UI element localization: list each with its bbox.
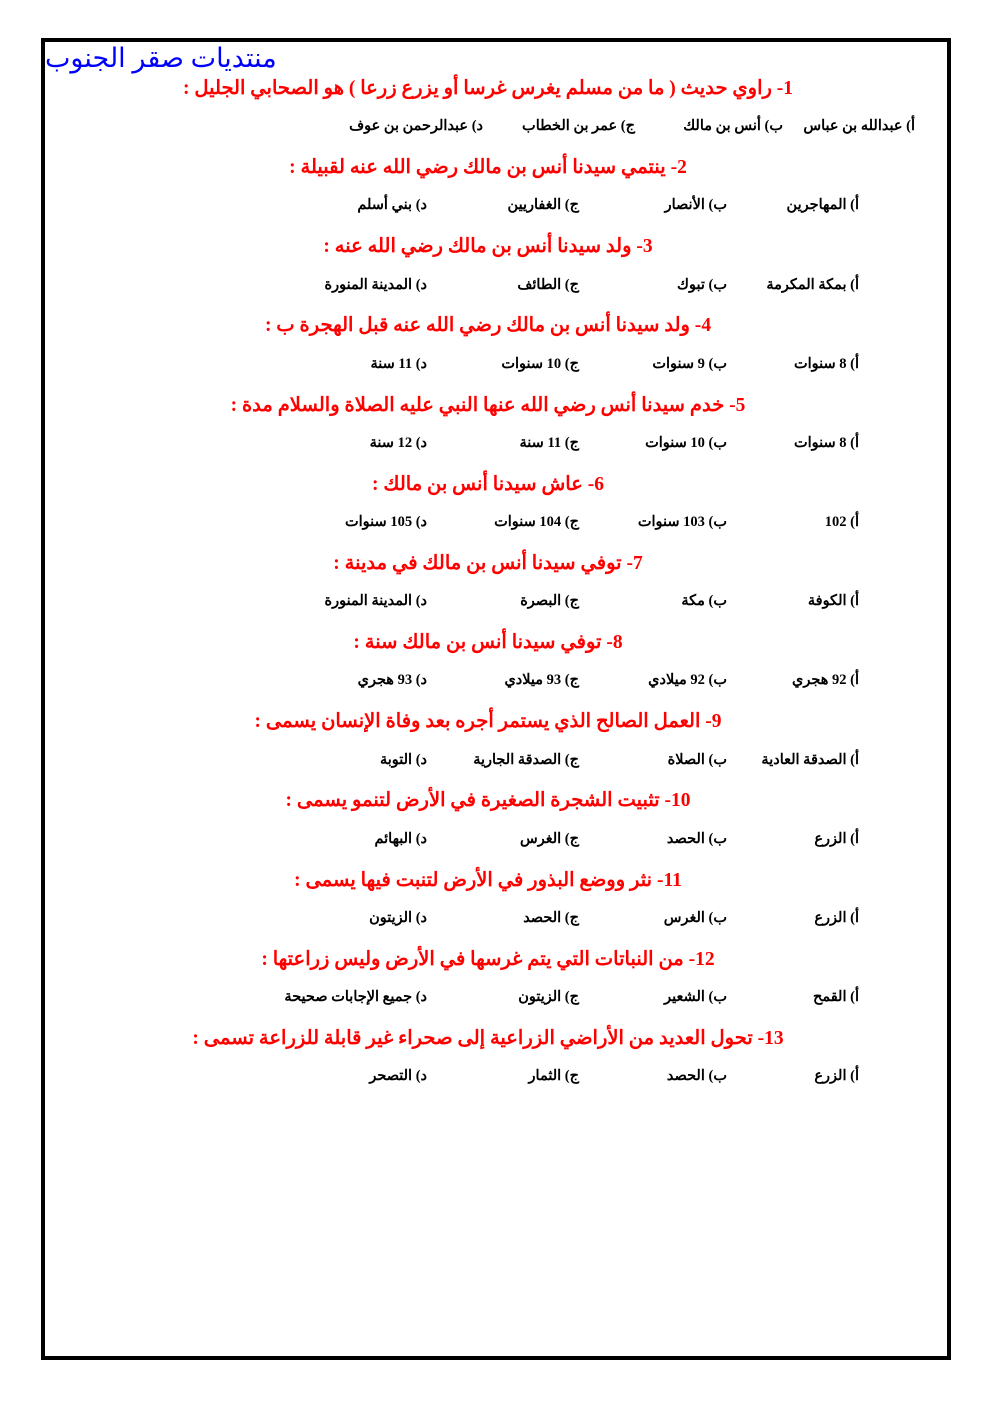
option-a[interactable]: أ) الزرع: [814, 830, 859, 847]
question-block: [59, 1020, 937, 1098]
question-block: [59, 624, 937, 702]
option-d[interactable]: د) عبدالرحمن بن عوف: [349, 118, 483, 135]
answer-row: [59, 504, 937, 544]
answer-row: [59, 1058, 937, 1098]
question-block: [59, 228, 937, 306]
question-text: 13- تحول العديد من الأراضي الزراعية إلى صحراء غير قابلة للزراعة تسمى :: [192, 1027, 784, 1049]
question-block: [59, 387, 937, 465]
answer-row: [59, 900, 937, 940]
question-block: [59, 862, 937, 940]
answer-row: [59, 583, 937, 623]
option-c[interactable]: ج) 93 ميلادي: [504, 672, 579, 689]
option-a[interactable]: أ) الزرع: [814, 909, 859, 926]
option-a[interactable]: أ) الكوفة: [807, 593, 859, 610]
option-d[interactable]: د) الزيتون: [369, 909, 427, 926]
question-text: 5- خدم سيدنا أنس رضي الله عنها النبي عليه الصلاة والسلام مدة :: [230, 394, 746, 416]
option-c[interactable]: ج) البصرة: [520, 593, 579, 610]
option-b[interactable]: ب) 10 سنوات: [645, 434, 727, 451]
option-c[interactable]: ج) الزيتون: [518, 989, 579, 1006]
answer-row: [59, 108, 937, 148]
answer-row: [59, 662, 937, 702]
option-c[interactable]: ج) عمر بن الخطاب: [522, 118, 635, 135]
question-block: [59, 782, 937, 860]
option-c[interactable]: ج) الحصد: [523, 909, 579, 926]
option-b[interactable]: ب) الأنصار: [664, 197, 727, 214]
question-text: 10- تثبيت الشجرة الصغيرة في الأرض لتنمو يسمى :: [285, 790, 691, 812]
option-c[interactable]: ج) 104 سنوات: [494, 514, 579, 531]
answer-row: [59, 425, 937, 465]
option-a[interactable]: أ) الزرع: [814, 1068, 859, 1085]
option-d[interactable]: د) البهائم: [374, 830, 427, 847]
question-block: [59, 70, 937, 148]
option-a[interactable]: أ) بمكة المكرمة: [766, 276, 859, 293]
option-a[interactable]: أ) عبدالله بن عباس: [803, 118, 915, 135]
option-c[interactable]: ج) 10 سنوات: [501, 355, 579, 372]
option-b[interactable]: ب) مكة: [681, 593, 727, 610]
option-c[interactable]: ج) الثمار: [528, 1068, 579, 1085]
option-a[interactable]: أ) الصدقة العادية: [761, 751, 859, 768]
option-d[interactable]: د) المدينة المنورة: [324, 593, 427, 610]
question-text: 9- العمل الصالح الذي يستمر أجره بعد وفاة الإنسان يسمى :: [254, 711, 722, 733]
question-text: 3- ولد سيدنا أنس بن مالك رضي الله عنه :: [323, 236, 653, 258]
option-b[interactable]: ب) الشعير: [664, 989, 727, 1006]
option-a[interactable]: أ) القمح: [812, 989, 859, 1006]
option-d[interactable]: د) 11 سنة: [370, 355, 427, 372]
option-b[interactable]: ب) الحصد: [666, 1068, 727, 1085]
option-a[interactable]: أ) 8 سنوات: [793, 434, 859, 451]
answer-row: [59, 267, 937, 307]
option-d[interactable]: د) جميع الإجابات صحيحة: [284, 989, 427, 1006]
option-a[interactable]: أ) 102: [824, 514, 859, 531]
question-text: 4- ولد سيدنا أنس بن مالك رضي الله عنه قبل الهجرة ب :: [264, 315, 712, 337]
question-block: [59, 941, 937, 1019]
option-a[interactable]: أ) 92 هجري: [792, 672, 859, 689]
question-text: 1- راوي حديث ( ما من مسلم يغرس غرسا أو يزرع زرعا ) هو الصحابي الجليل :: [182, 78, 794, 99]
question-text: 2- ينتمي سيدنا أنس بن مالك رضي الله عنه لقبيلة :: [289, 157, 687, 179]
quiz-content: [45, 42, 947, 1356]
question-text: 6- عاش سيدنا أنس بن مالك :: [372, 473, 604, 495]
question-block: [59, 466, 937, 544]
option-c[interactable]: ج) الغرس: [520, 830, 579, 847]
option-a[interactable]: أ) المهاجرين: [786, 197, 859, 214]
option-a[interactable]: أ) 8 سنوات: [793, 355, 859, 372]
option-b[interactable]: ب) الحصد: [666, 830, 727, 847]
question-text: 7- توفي سيدنا أنس بن مالك في مدينة :: [333, 552, 643, 574]
option-d[interactable]: د) التوبة: [379, 751, 427, 768]
question-block: [59, 545, 937, 623]
answer-row: [59, 346, 937, 386]
question-block: [59, 149, 937, 227]
option-b[interactable]: ب) 103 سنوات: [637, 514, 727, 531]
option-c[interactable]: ج) الطائف: [517, 276, 579, 293]
option-d[interactable]: د) 105 سنوات: [345, 514, 427, 531]
forum-watermark: منتديات صقر الجنوب: [45, 43, 277, 73]
option-d[interactable]: د) التصحر: [369, 1068, 427, 1085]
question-block: [59, 307, 937, 385]
option-b[interactable]: ب) الصلاة: [667, 751, 727, 768]
option-d[interactable]: د) بني أسلم: [357, 197, 427, 214]
option-b[interactable]: ب) تبوك: [677, 276, 727, 293]
question-text: 12- من النباتات التي يتم غرسها في الأرض وليس زراعتها :: [261, 948, 715, 970]
question-text: 8- توفي سيدنا أنس بن مالك سنة :: [353, 632, 623, 654]
option-b[interactable]: ب) 92 ميلادي: [648, 672, 727, 689]
option-b[interactable]: ب) 9 سنوات: [652, 355, 727, 372]
option-d[interactable]: د) المدينة المنورة: [324, 276, 427, 293]
option-d[interactable]: د) 93 هجري: [357, 672, 427, 689]
option-d[interactable]: د) 12 سنة: [369, 434, 427, 451]
answer-row: [59, 821, 937, 861]
question-text: 11- نثر ووضع البذور في الأرض لتنبت فيها يسمى :: [294, 869, 682, 891]
answer-row: [59, 979, 937, 1019]
answer-row: [59, 742, 937, 782]
option-c[interactable]: ج) الصدقة الجارية: [473, 751, 579, 768]
option-b[interactable]: ب) أنس بن مالك: [683, 118, 783, 135]
question-block: [59, 703, 937, 781]
answer-row: [59, 187, 937, 227]
option-c[interactable]: ج) الغفاريين: [507, 197, 579, 214]
option-c[interactable]: ج) 11 سنة: [519, 434, 579, 451]
option-b[interactable]: ب) الغرس: [663, 909, 727, 926]
